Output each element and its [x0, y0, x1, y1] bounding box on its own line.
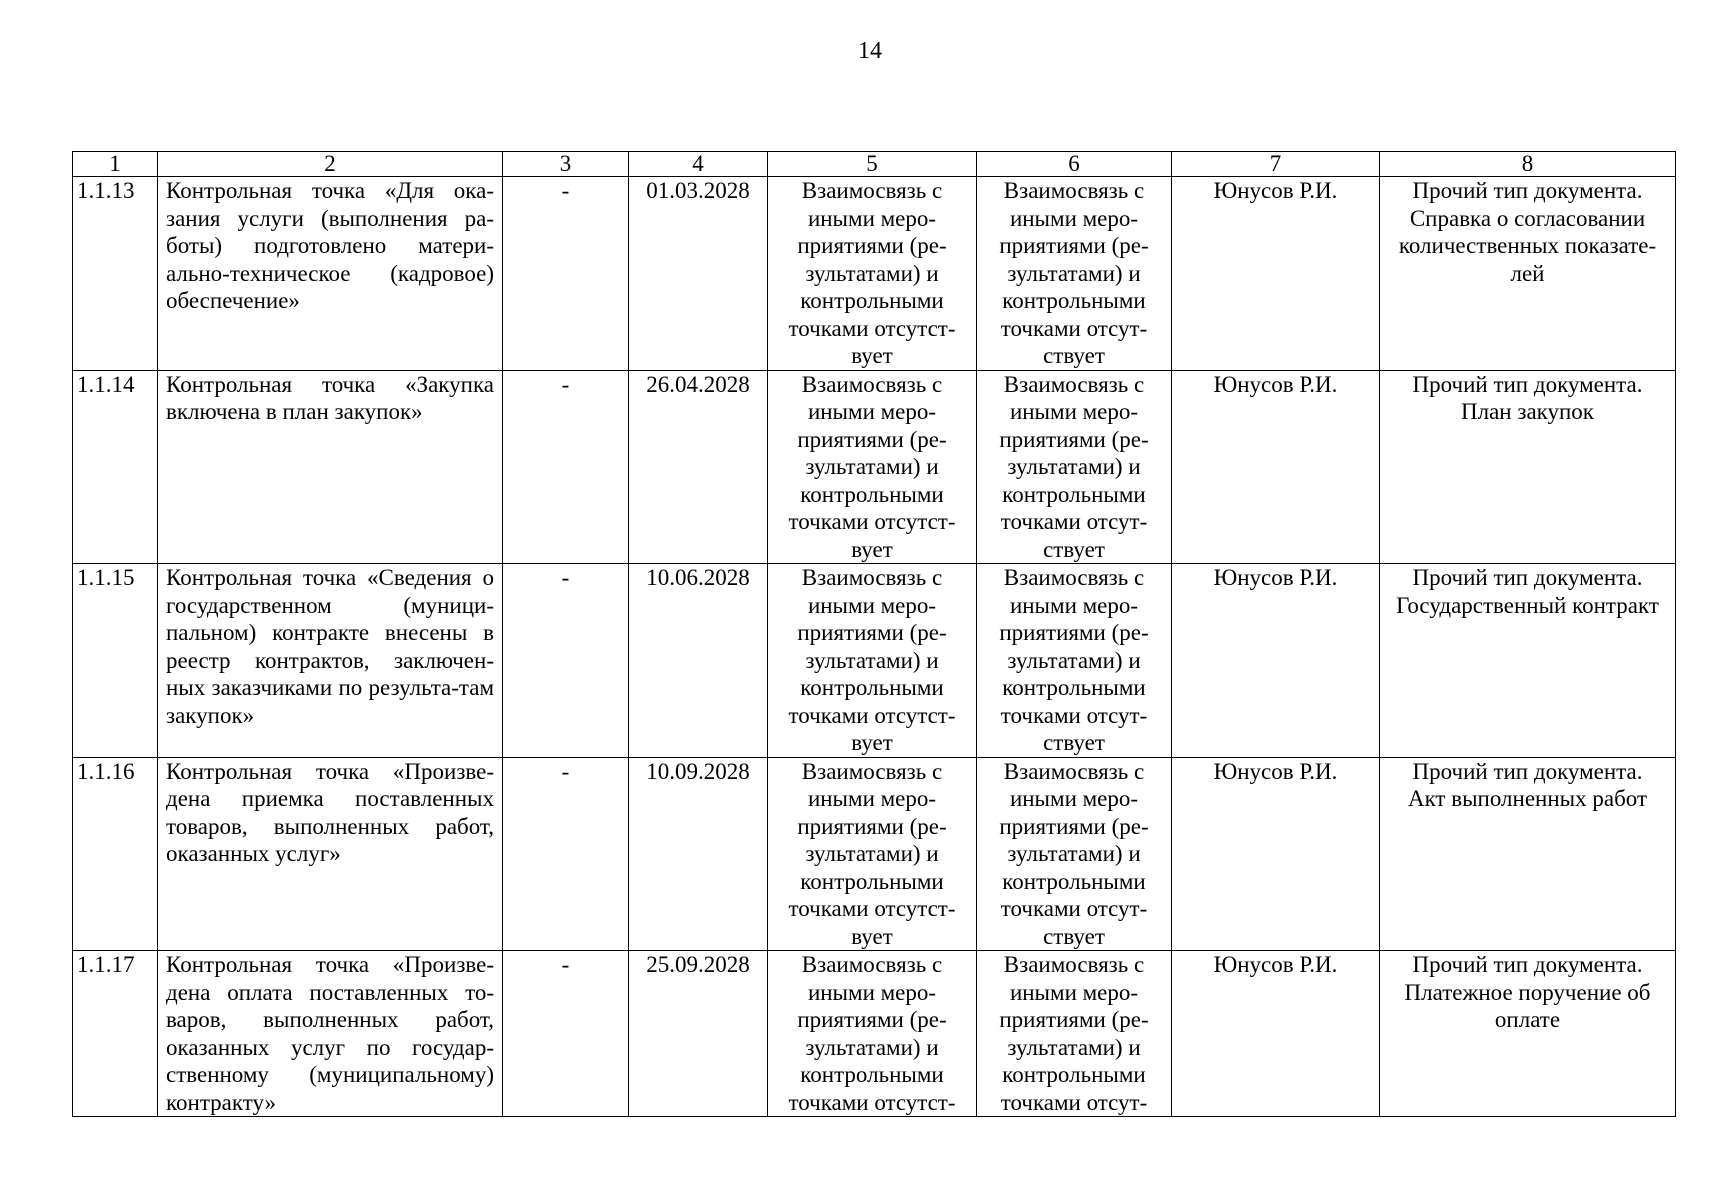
column-header-2: 2: [158, 152, 503, 177]
column-header-3: 3: [503, 152, 629, 177]
responsible-person: Юнусов Р.И.: [1172, 951, 1380, 1117]
row-number: 1.1.17: [73, 951, 158, 1117]
control-point-name: Контрольная точка «Произве-дена оплата поставленных то-варов, выполненных работ, оказанных услуг по государ-ственному (муниципальному) контракту»: [158, 951, 503, 1117]
row-number: 1.1.16: [73, 757, 158, 951]
deadline-date: 26.04.2028: [629, 370, 768, 564]
relationship-col5: Взаимосвязь с иными меро- приятиями (ре- зультатами) и контрольными точками отсутст- вует: [768, 757, 977, 951]
document-type: Прочий тип документа. Справка о согласовании количественных показате- лей: [1380, 177, 1676, 371]
document-type: Прочий тип документа. Платежное поручение об оплате: [1380, 951, 1676, 1117]
table-row: [73, 564, 1676, 758]
deadline-date: 01.03.2028: [629, 177, 768, 371]
document-type: Прочий тип документа. План закупок: [1380, 370, 1676, 564]
relationship-col6: Взаимосвязь с иными меро- приятиями (ре- зультатами) и контрольными точками отсут- ствует: [977, 564, 1172, 758]
column-header-5: 5: [768, 152, 977, 177]
column-3-value: -: [503, 951, 629, 1117]
control-point-name: Контрольная точка «Для ока-зания услуги (выполнения ра-боты) подготовлено матери-ально-техническое (кадровое) обеспечение»: [158, 177, 503, 371]
control-point-name: Контрольная точка «Произве-дена приемка поставленных товаров, выполненных работ, оказанных услуг»: [158, 757, 503, 951]
table-row: [73, 177, 1676, 371]
document-type: Прочий тип документа. Акт выполненных работ: [1380, 757, 1676, 951]
document-type: Прочий тип документа. Государственный контракт: [1380, 564, 1676, 758]
row-number: 1.1.14: [73, 370, 158, 564]
deadline-date: 25.09.2028: [629, 951, 768, 1117]
relationship-col5: Взаимосвязь с иными меро- приятиями (ре- зультатами) и контрольными точками отсутст- вует: [768, 564, 977, 758]
relationship-col6: Взаимосвязь с иными меро- приятиями (ре- зультатами) и контрольными точками отсут-: [977, 951, 1172, 1117]
relationship-col5: Взаимосвязь с иными меро- приятиями (ре- зультатами) и контрольными точками отсутст- вует: [768, 177, 977, 371]
table-row: [73, 757, 1676, 951]
column-header-1: 1: [73, 152, 158, 177]
deadline-date: 10.09.2028: [629, 757, 768, 951]
responsible-person: Юнусов Р.И.: [1172, 757, 1380, 951]
relationship-col6: Взаимосвязь с иными меро- приятиями (ре- зультатами) и контрольными точками отсут- ствует: [977, 177, 1172, 371]
table-row: [73, 370, 1676, 564]
control-point-name: Контрольная точка «Закупка включена в план закупок»: [158, 370, 503, 564]
deadline-date: 10.06.2028: [629, 564, 768, 758]
table-header-row: [73, 152, 1676, 177]
column-header-7: 7: [1172, 152, 1380, 177]
table-row: [73, 951, 1676, 1117]
responsible-person: Юнусов Р.И.: [1172, 564, 1380, 758]
row-number: 1.1.15: [73, 564, 158, 758]
row-number: 1.1.13: [73, 177, 158, 371]
responsible-person: Юнусов Р.И.: [1172, 370, 1380, 564]
relationship-col6: Взаимосвязь с иными меро- приятиями (ре- зультатами) и контрольными точками отсут- ствует: [977, 370, 1172, 564]
column-3-value: -: [503, 370, 629, 564]
column-3-value: -: [503, 177, 629, 371]
relationship-col5: Взаимосвязь с иными меро- приятиями (ре- зультатами) и контрольными точками отсутст-: [768, 951, 977, 1117]
relationship-col6: Взаимосвязь с иными меро- приятиями (ре- зультатами) и контрольными точками отсут- ствует: [977, 757, 1172, 951]
column-3-value: -: [503, 564, 629, 758]
control-point-name: Контрольная точка «Сведения о государственном (муници-пальном) контракте внесены в реестр контрактов, заключен-ных заказчиками по результа-там закупок»: [158, 564, 503, 758]
responsible-person: Юнусов Р.И.: [1172, 177, 1380, 371]
page-number: 14: [858, 38, 882, 64]
relationship-col5: Взаимосвязь с иными меро- приятиями (ре- зультатами) и контрольными точками отсутст- вует: [768, 370, 977, 564]
control-points-table: [72, 151, 1676, 1117]
column-header-8: 8: [1380, 152, 1676, 177]
column-header-4: 4: [629, 152, 768, 177]
column-3-value: -: [503, 757, 629, 951]
column-header-6: 6: [977, 152, 1172, 177]
